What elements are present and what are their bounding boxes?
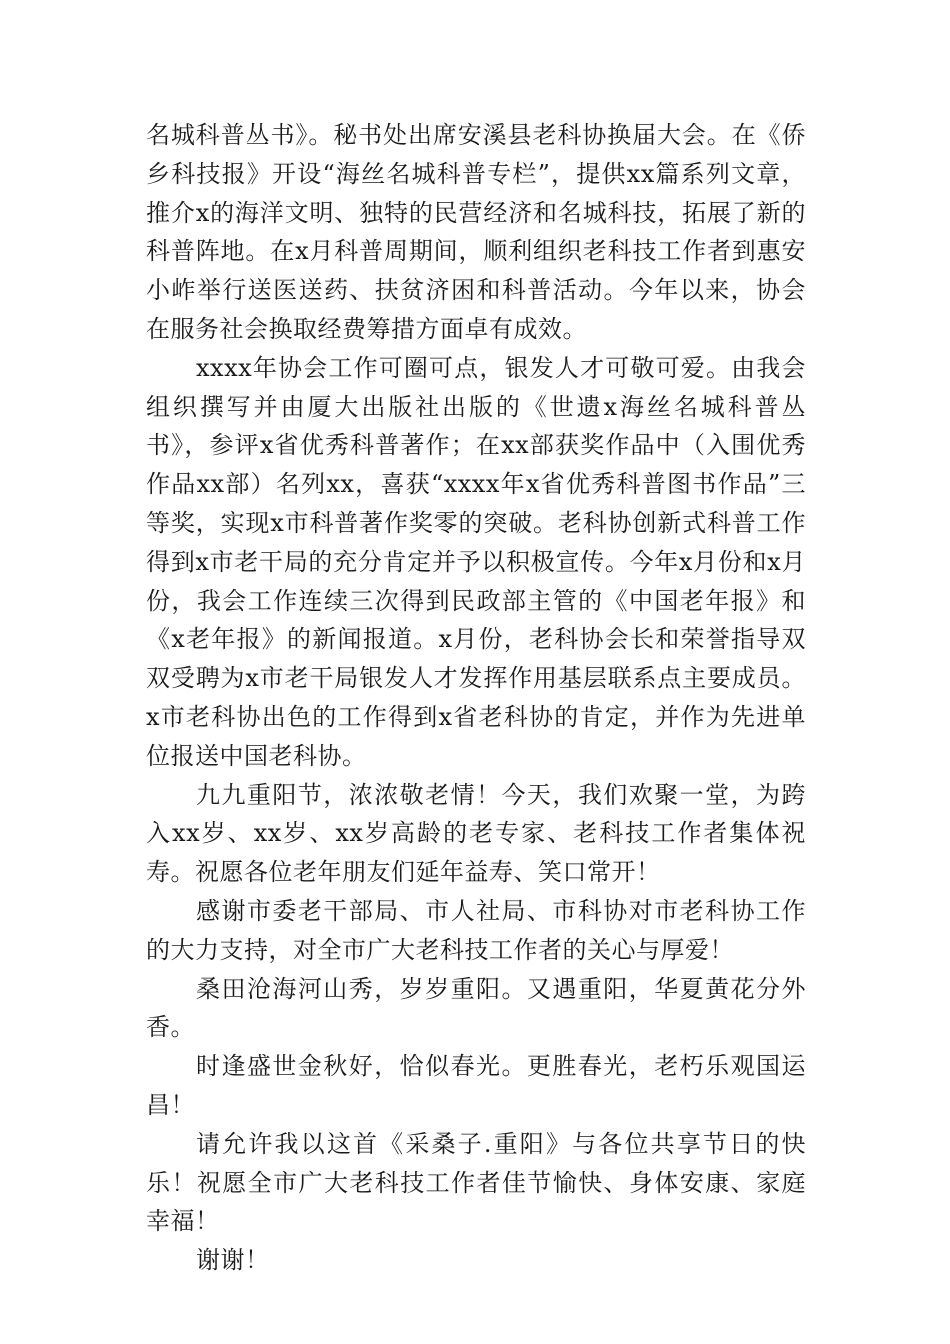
- paragraph-7: 请允许我以这首《采桑子.重阳》与各位共享节日的快乐！祝愿全市广大老科技工作者佳节愉快、身体安康、家庭幸福！: [146, 1129, 806, 1236]
- paragraph-8: 谢谢！: [196, 1246, 270, 1275]
- document-body: [146, 116, 806, 1280]
- paragraph-6: 时逢盛世金秋好，恰似春光。更胜春光，老朽乐观国运昌！: [146, 1052, 806, 1119]
- paragraph-1: 名城科普丛书》。秘书处出席安溪县老科协换届大会。在《侨乡科技报》开设“海丝名城科普专栏”，提供xx篇系列文章，推介x的海洋文明、独特的民营经济和名城科技，拓展了新的科普阵地。在x月科普周期间，顺利组织老科技工作者到惠安小岞举行送医送药、扶贫济困和科普活动。今年以来，协会在服务社会换取经费筹措方面卓有成效。: [146, 121, 806, 343]
- paragraph-5: 桑田沧海河山秀，岁岁重阳。又遇重阳，华夏黄花分外香。: [146, 974, 806, 1042]
- paragraph-3: 九九重阳节，浓浓敬老情！今天，我们欢聚一堂，为跨入xx岁、xx岁、xx岁高龄的老专家、老科技工作者集体祝寿。祝愿各位老年朋友们延年益寿、笑口常开！: [146, 780, 806, 887]
- paragraph-4: 感谢市委老干部局、市人社局、市科协对市老科协工作的大力支持，对全市广大老科技工作者的关心与厚爱！: [146, 896, 806, 964]
- paragraph-2: xxxx年协会工作可圈可点，银发人才可敬可爱。由我会组织撰写并由厦大出版社出版的《世遗x海丝名城科普丛书》，参评x省优秀科普著作；在xx部获奖作品中（入围优秀作品xx部）名列xx，喜获“xxxx年x省优秀科普图书作品”三等奖，实现x市科普著作奖零的突破。老科协创新式科普工作得到x市老干局的充分肯定并予以积极宣传。今年x月份和x月份，我会工作连续三次得到民政部主管的《中国老年报》和《x老年报》的新闻报道。x月份，老科协会长和荣誉指导双双受聘为x市老干局银发人才发挥作用基层联系点主要成员。x市老科协出色的工作得到x省老科协的肯定，并作为先进单位报送中国老科协。: [146, 353, 806, 770]
